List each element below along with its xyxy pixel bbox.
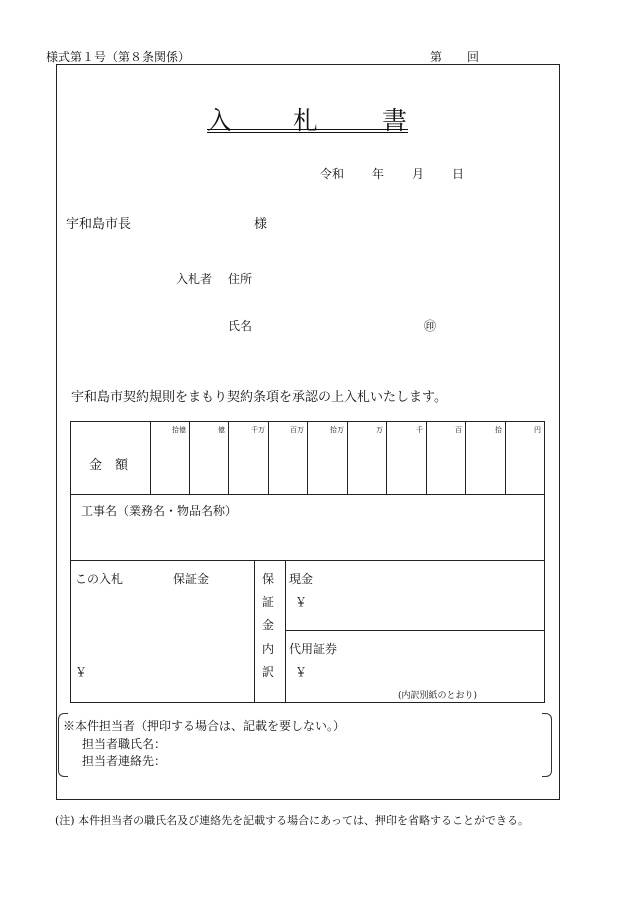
breakdown-note: (内訳別紙のとおり) <box>398 691 478 701</box>
breakdown-char: 訳 <box>262 665 275 679</box>
addressee-honorific: 様 <box>254 217 268 232</box>
round-label: 第 <box>430 50 443 64</box>
title-underline-2 <box>207 132 408 133</box>
bid-table <box>70 421 545 703</box>
breakdown-char: 金 <box>262 618 275 632</box>
project-label: 工事名（業務名・物品名称） <box>81 504 238 518</box>
name-label: 氏名 <box>228 319 253 333</box>
breakdown-char: 証 <box>262 595 275 609</box>
breakdown-char: 内 <box>262 642 275 656</box>
digit-label: 拾億 <box>172 426 186 434</box>
digit-label: 百万 <box>290 426 304 434</box>
address-label: 住所 <box>228 272 253 286</box>
breakdown-char: 保 <box>262 572 275 586</box>
contact-bracket-right <box>542 713 552 777</box>
this-bid-label: この入札 <box>75 572 124 586</box>
digit-label: 円 <box>534 426 541 434</box>
round-suffix: 回 <box>467 50 480 64</box>
statement: 宇和島市契約規則をまもり契約条項を承認の上入札いたします。 <box>71 390 447 405</box>
cash-label: 現金 <box>289 572 314 586</box>
digit-label: 拾万 <box>330 426 344 434</box>
bidder-label: 入札者 <box>176 272 213 286</box>
deposit-yen: ￥ <box>75 665 88 679</box>
title-char-1: 入 <box>207 106 233 135</box>
row-divider-1 <box>71 494 544 495</box>
date-era: 令和 <box>320 167 345 181</box>
digit-label: 拾 <box>495 426 502 434</box>
contact-name-label: 担当者職氏名： <box>82 737 167 751</box>
deposit-col-line <box>254 560 255 702</box>
date-day: 日 <box>452 167 465 181</box>
digit-label: 億 <box>218 426 225 434</box>
row-divider-3 <box>285 630 544 631</box>
deposit-label: 保証金 <box>173 572 210 586</box>
addressee-name: 宇和島市長 <box>66 217 132 232</box>
securities-label: 代用証券 <box>289 642 338 656</box>
title-char-2: 札 <box>293 106 319 135</box>
deposit-col-line <box>285 560 286 702</box>
date-month: 月 <box>412 167 425 181</box>
amount-label: 金 額 <box>89 458 129 473</box>
contact-info-label: 担当者連絡先： <box>82 754 167 768</box>
cash-yen: ￥ <box>295 595 308 609</box>
title-underline <box>207 129 408 130</box>
contact-header: ※本件担当者（押印する場合は、記載を要しない。） <box>63 719 346 733</box>
securities-yen: ￥ <box>295 665 308 679</box>
digit-label: 千万 <box>251 426 265 434</box>
row-divider-2 <box>71 560 544 561</box>
digit-label: 万 <box>376 426 383 434</box>
form-id: 様式第１号（第８条関係） <box>46 50 191 64</box>
title-char-3: 書 <box>382 106 408 135</box>
seal-mark: ㊞ <box>424 319 437 333</box>
date-year: 年 <box>372 167 385 181</box>
digit-label: 千 <box>416 426 423 434</box>
digit-label: 百 <box>455 426 462 434</box>
footnote: (注) 本件担当者の職氏名及び連絡先を記載する場合にあっては、押印を省略することができる。 <box>55 814 529 827</box>
